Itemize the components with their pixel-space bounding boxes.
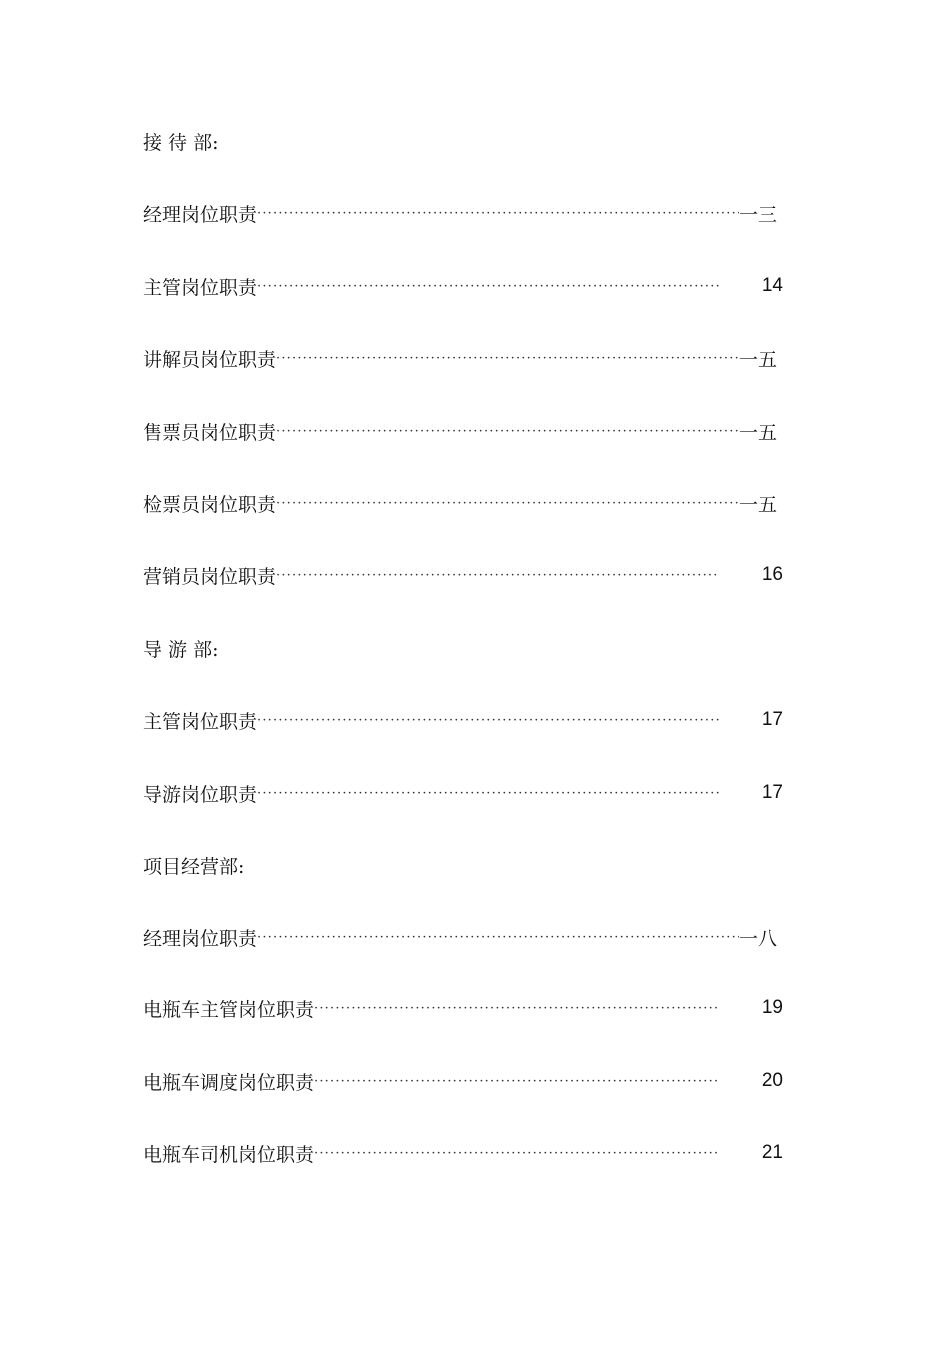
dot-leader: [314, 1146, 719, 1161]
entry-page: 20: [761, 1070, 783, 1091]
toc-entry: [143, 560, 783, 590]
entry-page: 一八: [739, 927, 778, 950]
toc-entry: [143, 488, 783, 518]
toc-entry: [143, 1138, 783, 1168]
toc-entry: [143, 1066, 783, 1096]
entry-page: 19: [761, 997, 783, 1018]
entry-page: 14: [761, 275, 783, 296]
entry-label: 经理岗位职责: [143, 203, 258, 226]
entry-page: 16: [761, 564, 783, 585]
entry-page: 一五: [739, 348, 778, 371]
dot-leader: [257, 713, 719, 728]
entry-label: 讲解员岗位职责: [143, 348, 277, 371]
toc-entry: [143, 416, 783, 446]
section-heading-operations: 项目经营部:: [143, 855, 245, 878]
entry-label: 电瓶车调度岗位职责: [143, 1071, 315, 1094]
dot-leader: [276, 424, 739, 439]
entry-label: 售票员岗位职责: [143, 421, 277, 444]
entry-page: 17: [761, 782, 783, 803]
entry-label: 经理岗位职责: [143, 927, 258, 950]
toc-entry: [143, 705, 783, 735]
section-heading-guide: 导 游 部:: [143, 638, 219, 661]
toc-entry: [143, 922, 783, 952]
section-heading-reception: 接 待 部:: [143, 131, 219, 154]
toc-entry: [143, 271, 783, 301]
entry-label: 导游岗位职责: [143, 783, 258, 806]
entry-page: 21: [761, 1142, 783, 1163]
toc-entry: [143, 198, 783, 228]
toc-entry: [143, 993, 783, 1023]
entry-page: 17: [761, 709, 783, 730]
dot-leader: [276, 351, 739, 366]
dot-leader: [257, 930, 739, 945]
dot-leader: [257, 786, 719, 801]
entry-label: 营销员岗位职责: [143, 565, 277, 588]
toc-entry: [143, 343, 783, 373]
dot-leader: [276, 496, 739, 511]
dot-leader: [314, 1001, 719, 1016]
entry-label: 检票员岗位职责: [143, 493, 277, 516]
entry-page: 一五: [739, 421, 778, 444]
entry-page: 一三: [739, 203, 778, 226]
toc-entry: [143, 778, 783, 808]
dot-leader: [276, 568, 719, 583]
dot-leader: [314, 1074, 719, 1089]
dot-leader: [257, 206, 739, 221]
entry-page: 一五: [739, 493, 778, 516]
entry-label: 主管岗位职责: [143, 710, 258, 733]
dot-leader: [257, 279, 719, 294]
entry-label: 电瓶车司机岗位职责: [143, 1143, 315, 1166]
entry-label: 电瓶车主管岗位职责: [143, 998, 315, 1021]
entry-label: 主管岗位职责: [143, 276, 258, 299]
